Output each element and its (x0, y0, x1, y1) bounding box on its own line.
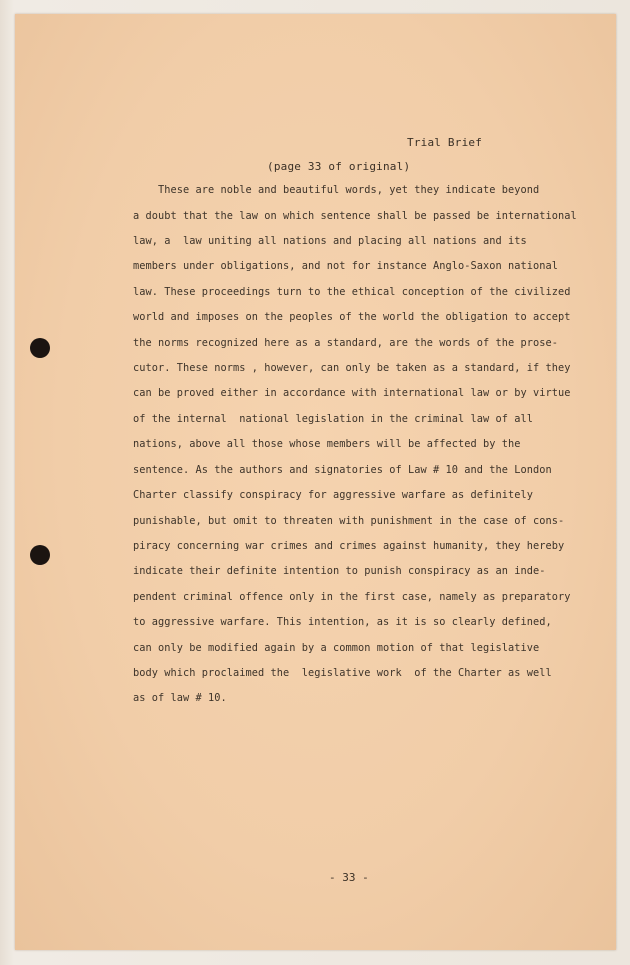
document-subtitle: (page 33 of original) (267, 160, 411, 173)
page-number: - 33 - (329, 871, 369, 884)
body-line: punishable, but omit to threaten with punishment in the case of cons- (133, 515, 565, 527)
body-line: a doubt that the law on which sentence shall be passed be international (133, 210, 577, 222)
body-line: world and imposes on the peoples of the world the obligation to accept (133, 311, 571, 323)
body-line: nations, above all those whose members will be affected by the (133, 438, 521, 450)
body-line: pendent criminal offence only in the first case, namely as preparatory (133, 591, 571, 603)
body-line: body which proclaimed the legislative work of the Charter as well (133, 667, 552, 679)
body-line: sentence. As the authors and signatories of Law # 10 and the London (133, 464, 552, 476)
body-line: to aggressive warfare. This intention, as it is so clearly defined, (133, 616, 552, 628)
punch-hole (30, 338, 50, 358)
body-line: as of law # 10. (133, 692, 227, 704)
body-line: members under obligations, and not for instance Anglo-Saxon national (133, 260, 558, 272)
punch-hole (30, 545, 50, 565)
body-line: can be proved either in accordance with international law or by virtue (133, 387, 571, 399)
body-line: can only be modified again by a common motion of that legislative (133, 642, 540, 654)
body-line: Charter classify conspiracy for aggressive warfare as definitely (133, 489, 533, 501)
body-line: cutor. These norms , however, can only be taken as a standard, if they (133, 362, 571, 374)
body-line: indicate their definite intention to punish conspiracy as an inde- (133, 565, 546, 577)
document-page (15, 14, 616, 950)
document-title: Trial Brief (407, 136, 483, 149)
body-line: law, a law uniting all nations and placing all nations and its (133, 235, 527, 247)
body-line: of the internal national legislation in the criminal law of all (133, 413, 533, 425)
body-line: the norms recognized here as a standard, are the words of the prose- (133, 337, 558, 349)
body-line: piracy concerning war crimes and crimes against humanity, they hereby (133, 540, 565, 552)
body-line: law. These proceedings turn to the ethical conception of the civilized (133, 286, 571, 298)
body-line: These are noble and beautiful words, yet they indicate beyond (133, 184, 540, 196)
